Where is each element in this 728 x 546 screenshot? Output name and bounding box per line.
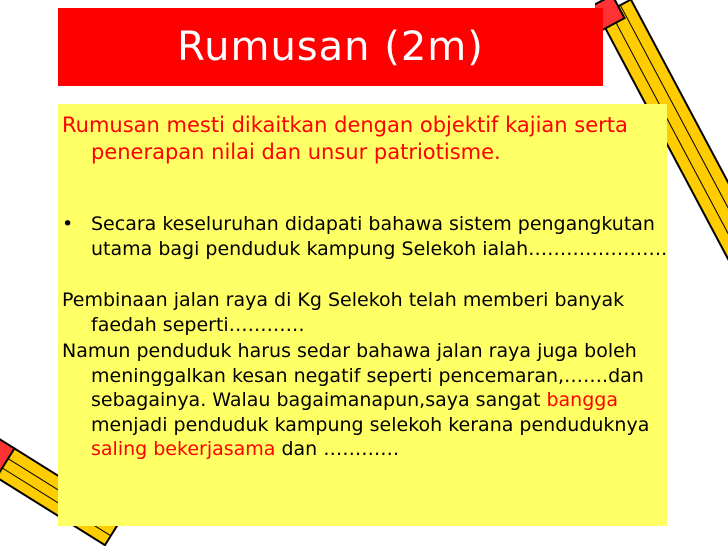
intro-paragraph: Rumusan mesti dikaitkan dengan objektif kajian serta penerapan nilai dan unsur patriotisme. [62,113,628,164]
paragraph-benefits: Pembinaan jalan raya di Kg Selekoh telah memberi banyak faedah seperti………… [62,289,625,336]
paragraph-conclusion [62,339,691,462]
conclusion-text-3: dan ………… [275,438,400,460]
highlight-bangga: bangga [546,389,618,411]
conclusion-text-2: menjadi penduduk kampung selekoh kerana penduduknya [91,413,650,436]
bullet-marker: • [62,213,74,235]
highlight-saling-bekerjasama: saling bekerjasama [91,438,276,460]
slide-title-text: Rumusan (2m) [177,24,484,70]
slide-title [58,8,603,86]
conclusion-text-1: Namun penduduk harus sedar bahawa jalan raya juga boleh meninggalkan kesan negatif seperti pencemaran,…….dan sebagainya. Walau bagaimanapun,saya sangat [62,340,644,411]
bullet-paragraph: Secara keseluruhan didapati bahawa sistem pengangkutan utama bagi penduduk kampung Selekoh ialah…………………. [91,213,668,260]
